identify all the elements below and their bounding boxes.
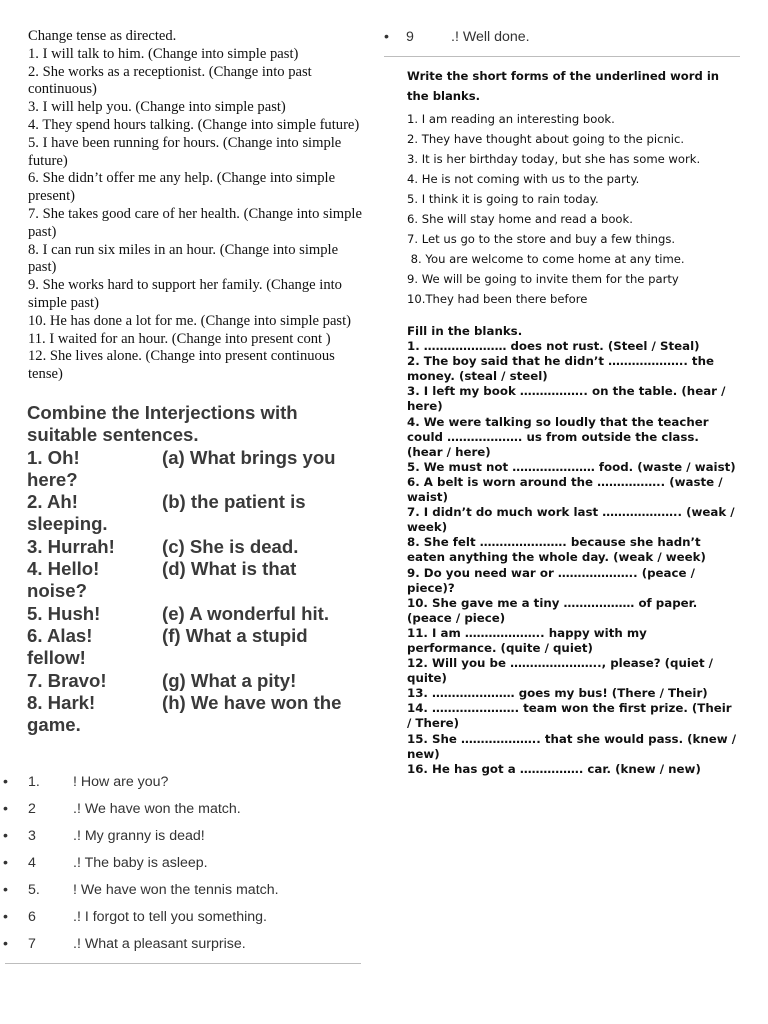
interjection-sentence: (f) What a stupid bbox=[162, 624, 308, 646]
interjection-continuation: here? bbox=[27, 468, 78, 490]
interjection-row bbox=[27, 670, 362, 692]
tense-item: 10. He has done a lot for me. (Change into simple past) bbox=[28, 312, 352, 329]
tense-item: 9. She works hard to support her family. (Change into simple past) bbox=[28, 277, 342, 311]
short-forms-item: 8. You are welcome to come home at any time. bbox=[407, 252, 685, 266]
list-item-number: 5. bbox=[28, 882, 40, 898]
bullet-icon: • bbox=[3, 828, 8, 844]
interjection-word: 4. Hello! bbox=[27, 558, 100, 580]
short-forms-heading: Write the short forms of the underlined word in the blanks. bbox=[407, 69, 720, 103]
fill-blanks-item: 4. We were talking so loudly that the teacher could ………………. us from outside the class. (hear / here) bbox=[407, 414, 709, 459]
list-item-text: .! We have won the match. bbox=[73, 801, 241, 817]
short-forms-exercise bbox=[407, 66, 737, 309]
fill-blanks-item: 12. Will you be ………………….., please? (quiet / quite) bbox=[407, 656, 713, 686]
fill-blanks-item: 1. ………………… does not rust. (Steel / Steal) bbox=[407, 339, 700, 354]
bullet-icon: • bbox=[3, 801, 8, 817]
interjections-exercise bbox=[27, 402, 362, 736]
divider bbox=[5, 963, 361, 964]
fill-blanks-item: 7. I didn’t do much work last ……………….. (weak / week) bbox=[407, 505, 735, 535]
bullet-icon: • bbox=[3, 855, 8, 871]
interjection-word: 7. Bravo! bbox=[27, 669, 107, 691]
short-forms-item: 1. I am reading an interesting book. bbox=[407, 112, 615, 126]
interjection-continuation: game. bbox=[27, 714, 81, 736]
interjection-word: 5. Hush! bbox=[27, 602, 101, 624]
interjection-continuation: noise? bbox=[27, 580, 87, 602]
fill-blanks-exercise bbox=[407, 324, 737, 777]
fill-blanks-item: 16. He has got a ……………. car. (knew / new) bbox=[407, 761, 701, 776]
interjection-word: 3. Hurrah! bbox=[27, 535, 115, 557]
interjection-answer-list bbox=[0, 771, 362, 960]
tense-item: 1. I will talk to him. (Change into simple past) bbox=[28, 45, 299, 62]
list-item-text: .! The baby is asleep. bbox=[73, 855, 208, 871]
list-item bbox=[0, 879, 362, 906]
interjection-sentence: (e) A wonderful hit. bbox=[162, 602, 329, 624]
bullet-icon: • bbox=[3, 882, 8, 898]
fill-blanks-item: 2. The boy said that he didn’t ……………….. the money. (steal / steel) bbox=[407, 354, 714, 384]
tense-item: 2. She works as a receptionist. (Change into past continuous) bbox=[28, 63, 312, 98]
tense-item: 6. She didn’t offer me any help. (Change into simple present) bbox=[28, 170, 336, 205]
interjection-row bbox=[27, 603, 362, 625]
list-item bbox=[0, 933, 362, 960]
short-forms-item: 2. They have thought about going to the picnic. bbox=[407, 132, 685, 146]
short-forms-item: 9. We will be going to invite them for the party bbox=[407, 272, 679, 286]
interjection-word: 6. Alas! bbox=[27, 624, 93, 646]
divider bbox=[384, 56, 740, 57]
list-item-text: .! Well done. bbox=[451, 29, 530, 45]
interjection-row bbox=[27, 625, 362, 647]
interjection-row bbox=[27, 447, 362, 469]
list-item bbox=[0, 825, 362, 852]
list-item-number: 6 bbox=[28, 909, 36, 925]
tense-exercise bbox=[28, 28, 364, 384]
list-item-text: ! How are you? bbox=[73, 774, 169, 790]
fill-blanks-item: 13. ………………… goes my bus! (There / Their) bbox=[407, 686, 708, 701]
list-item-text: .! I forgot to tell you something. bbox=[73, 909, 267, 925]
list-item-number: 7 bbox=[28, 936, 36, 952]
interjection-row bbox=[27, 491, 362, 513]
short-forms-item: 6. She will stay home and read a book. bbox=[407, 212, 633, 226]
fill-blanks-item: 5. We must not ………………… food. (waste / waist) bbox=[407, 459, 736, 474]
tense-item: 5. I have been running for hours. (Change into simple future) bbox=[28, 134, 342, 169]
interjection-sentence: (h) We have won the bbox=[162, 691, 342, 713]
tense-heading: Change tense as directed. bbox=[28, 28, 177, 44]
fill-blanks-item: 8. She felt …………………. because she hadn’t eaten anything the whole day. (weak / week) bbox=[407, 535, 706, 565]
tense-item: 8. I can run six miles in an hour. (Change into simple past) bbox=[28, 241, 339, 276]
interjection-word: 2. Ah! bbox=[27, 491, 78, 513]
tense-item: 12. She lives alone. (Change into present continuous tense) bbox=[28, 348, 335, 383]
fill-blanks-item: 14. …………………. team won the first prize. (Their / There) bbox=[407, 701, 732, 731]
short-forms-item: 4. He is not coming with us to the party. bbox=[407, 172, 640, 186]
bullet-icon: • bbox=[3, 936, 8, 952]
list-item bbox=[384, 26, 754, 48]
interjection-word: 8. Hark! bbox=[27, 691, 96, 713]
short-forms-item: 7. Let us go to the store and buy a few things. bbox=[407, 232, 676, 246]
list-item-number: 4 bbox=[28, 855, 36, 871]
interjection-word: 1. Oh! bbox=[27, 446, 80, 468]
interjections-title: Combine the Interjections with suitable sentences. bbox=[27, 402, 298, 446]
tense-item: 7. She takes good care of her health. (Change into simple past) bbox=[28, 205, 362, 240]
fill-blanks-item: 10. She gave me a tiny ……………… of paper. (peace / piece) bbox=[407, 595, 698, 625]
fill-blanks-item: 15. She ……………….. that she would pass. (knew / new) bbox=[407, 731, 737, 761]
list-item bbox=[0, 906, 362, 933]
tense-item: 3. I will help you. (Change into simple past) bbox=[28, 99, 286, 116]
interjection-sentence: (c) She is dead. bbox=[162, 535, 299, 557]
bullet-icon: • bbox=[3, 774, 8, 790]
short-forms-item: 3. It is her birthday today, but she has some work. bbox=[407, 152, 701, 166]
fill-blanks-heading: Fill in the blanks. bbox=[407, 324, 523, 338]
fill-blanks-item: 6. A belt is worn around the …………….. (waste / waist) bbox=[407, 474, 723, 505]
fill-blanks-item: 3. I left my book …………….. on the table. (hear / here) bbox=[407, 384, 726, 414]
interjection-row bbox=[27, 692, 362, 714]
list-item-number: 3 bbox=[28, 828, 36, 844]
tense-item: 4. They spend hours talking. (Change into simple future) bbox=[28, 116, 360, 133]
interjection-sentence: (b) the patient is bbox=[162, 491, 306, 513]
list-item bbox=[0, 771, 362, 798]
list-item-text: ! We have won the tennis match. bbox=[73, 882, 279, 898]
interjection-sentence: (g) What a pity! bbox=[162, 669, 297, 691]
fill-blanks-item: 11. I am ……………….. happy with my performance. (quite / quiet) bbox=[407, 625, 647, 655]
interjection-sentence: (a) What brings you bbox=[162, 446, 336, 468]
bullet-icon: • bbox=[384, 29, 389, 45]
tense-item: 11. I waited for an hour. (Change into present cont ) bbox=[28, 330, 331, 347]
interjection-sentence: (d) What is that bbox=[162, 558, 297, 580]
list-item-number: 2 bbox=[28, 801, 36, 817]
interjection-row bbox=[27, 558, 362, 580]
interjection-row bbox=[27, 536, 362, 558]
short-forms-item: 10.They had been there before bbox=[407, 292, 588, 306]
short-forms-item: 5. I think it is going to rain today. bbox=[407, 192, 599, 206]
list-item-number: 9 bbox=[406, 29, 414, 45]
list-item-text: .! My granny is dead! bbox=[73, 828, 205, 844]
interjection-continuation: fellow! bbox=[27, 647, 86, 669]
list-item-number: 1. bbox=[28, 774, 40, 790]
bullet-icon: • bbox=[3, 909, 8, 925]
interjection-continuation: sleeping. bbox=[27, 513, 108, 535]
list-item-text: .! What a pleasant surprise. bbox=[73, 936, 246, 952]
fill-blanks-item: 9. Do you need war or ……………….. (peace / piece)? bbox=[407, 565, 695, 595]
list-item bbox=[0, 852, 362, 879]
list-item bbox=[0, 798, 362, 825]
